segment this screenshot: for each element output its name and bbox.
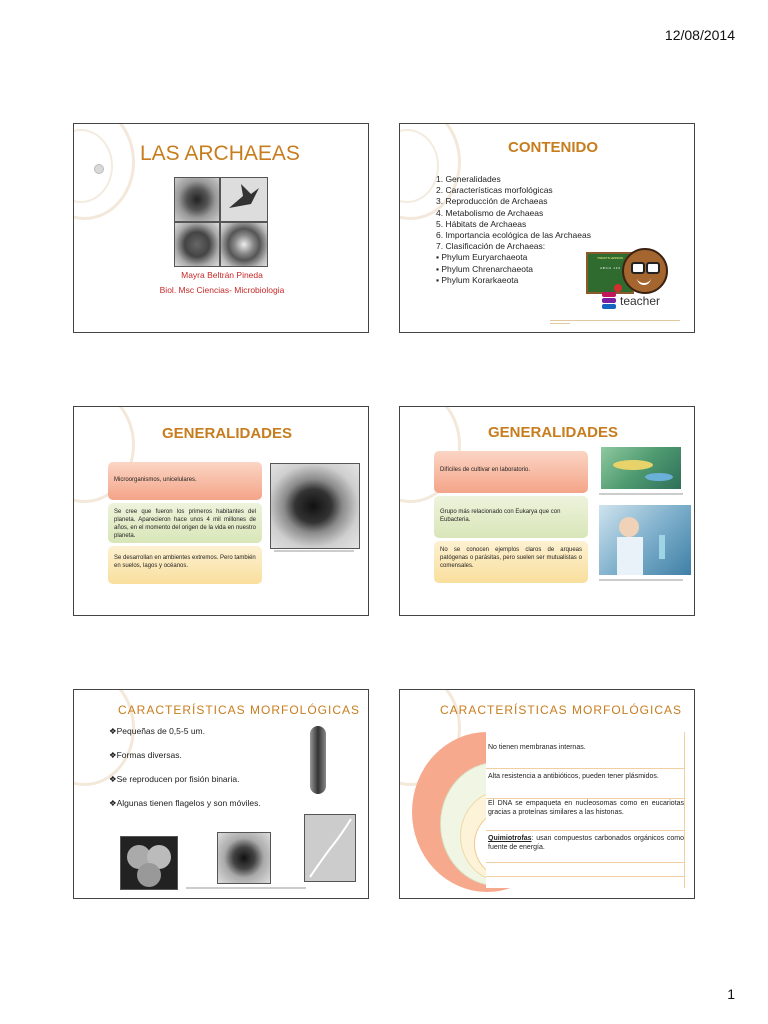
author-name: Mayra Beltrán Pineda — [181, 270, 263, 280]
chalkboard: TODAY'S LESSON A B C H 1 2 3 — [586, 252, 634, 294]
image-caption — [186, 887, 306, 889]
list-item: ❖Algunas tienen flagelos y son móviles. — [109, 798, 261, 808]
info-box: Difíciles de cultivar en laboratorio. — [434, 451, 588, 493]
list-item: ❖Pequeñas de 0,5-5 um. — [109, 726, 205, 736]
image-caption — [599, 493, 683, 495]
page-number: 1 — [727, 986, 735, 1002]
slide-3 — [73, 406, 369, 616]
slide-1 — [73, 123, 369, 333]
list-item: ❖Formas diversas. — [109, 750, 182, 760]
list-item: 1. Generalidades — [436, 174, 501, 184]
list-item: ❖Se reproducen por fisión binaria. — [109, 774, 240, 784]
list-item: 3. Reproducción de Archaeas — [436, 196, 548, 207]
teacher-label: teacher — [620, 294, 661, 308]
author-role: Biol. Msc Ciencias- Microbiologia — [159, 285, 285, 295]
concentric-diagram — [400, 690, 695, 899]
flagella-image — [304, 814, 356, 882]
feature-row: Alta resistencia a antibióticos, pueden tener plásmidos. — [488, 773, 659, 780]
info-box: Se cree que fueron los primeros habitantes del planeta. Aparecieron hace unos 4 mil millones de años, en el momento del origen de la vida en nuestro planeta. — [108, 503, 262, 543]
term-bold: Quimiotrofas — [488, 835, 532, 842]
slide-5 — [73, 689, 369, 899]
decor-line — [550, 320, 680, 321]
decor-line — [550, 323, 570, 324]
list-item: 7. Clasificación de Archaeas: — [436, 241, 546, 252]
apple-icon — [614, 284, 622, 292]
feature-row: El DNA se empaqueta en nucleosomas como en eucariotas gracias a proteínas similares a las histonas. — [488, 800, 684, 816]
list-item: 2. Características morfológicas — [436, 185, 553, 196]
image-caption — [274, 550, 354, 552]
books-icon — [602, 292, 616, 310]
info-box: Grupo más relacionado con Eukarya que con Eubacteria. — [434, 496, 588, 538]
feature-row — [488, 835, 684, 853]
rod-cell-image — [310, 726, 326, 794]
list-item: 6. Importancia ecológica de las Archaeas — [436, 230, 591, 241]
slide-6 — [399, 689, 695, 899]
micrograph-image — [174, 177, 220, 222]
archaea-micrographs — [174, 177, 266, 265]
bacteria-illustration — [601, 447, 681, 489]
term-definition: : usan compuestos carbonados orgánicos como fuente de energía. — [488, 835, 684, 851]
slide-title: GENERALIDADES — [162, 425, 293, 442]
micrograph-image — [174, 222, 220, 267]
slide-title: CARACTERÍSTICAS MORFOLÓGICAS — [118, 703, 361, 717]
contents-list — [436, 174, 591, 286]
slide-title: CARACTERÍSTICAS MORFOLÓGICAS — [440, 703, 683, 717]
micrograph-image — [220, 177, 268, 222]
teacher-illustration — [586, 248, 682, 318]
row-divider — [486, 768, 684, 769]
slide-title: CONTENIDO — [508, 139, 598, 156]
slide-2 — [399, 123, 695, 333]
archaea-micrograph — [270, 463, 360, 549]
row-divider — [486, 830, 684, 831]
feature-row: No tienen membranas internas. — [488, 744, 586, 751]
info-box: Se desarrollan en ambientes extremos. Pero también en suelos, lagos y océanos. — [108, 546, 262, 584]
info-box: No se conocen ejemplos claros de arqueas patógenas o parásitas, pero suelen ser mutualistas o comensales. — [434, 541, 588, 583]
list-item: ▪ Phylum Korarkaeota — [436, 274, 519, 285]
archaea-micrograph — [217, 832, 271, 884]
list-item: 5. Hábitats de Archaeas — [436, 218, 527, 229]
board-text: TODAY'S LESSON — [597, 256, 623, 260]
lab-photo — [599, 505, 691, 575]
row-divider — [486, 862, 684, 863]
decor-dot — [94, 164, 104, 174]
slide-title: GENERALIDADES — [488, 424, 619, 441]
cocci-image — [120, 836, 178, 890]
teacher-face-icon — [622, 248, 668, 294]
date-header: 12/08/2014 — [664, 27, 735, 43]
row-divider — [486, 798, 684, 799]
list-item: ▪ Phylum Euryarchaeota — [436, 252, 528, 263]
bullet-list — [109, 726, 261, 822]
slide-title: LAS ARCHAEAS — [140, 142, 300, 165]
image-caption — [599, 579, 683, 581]
info-box: Microorganismos, unicelulares. — [108, 462, 262, 500]
list-item: 4. Metabolismo de Archaeas — [436, 207, 544, 218]
micrograph-image — [220, 222, 268, 267]
row-divider — [486, 876, 684, 877]
list-item: ▪ Phylum Chrenarchaeota — [436, 263, 534, 274]
slide-4 — [399, 406, 695, 616]
